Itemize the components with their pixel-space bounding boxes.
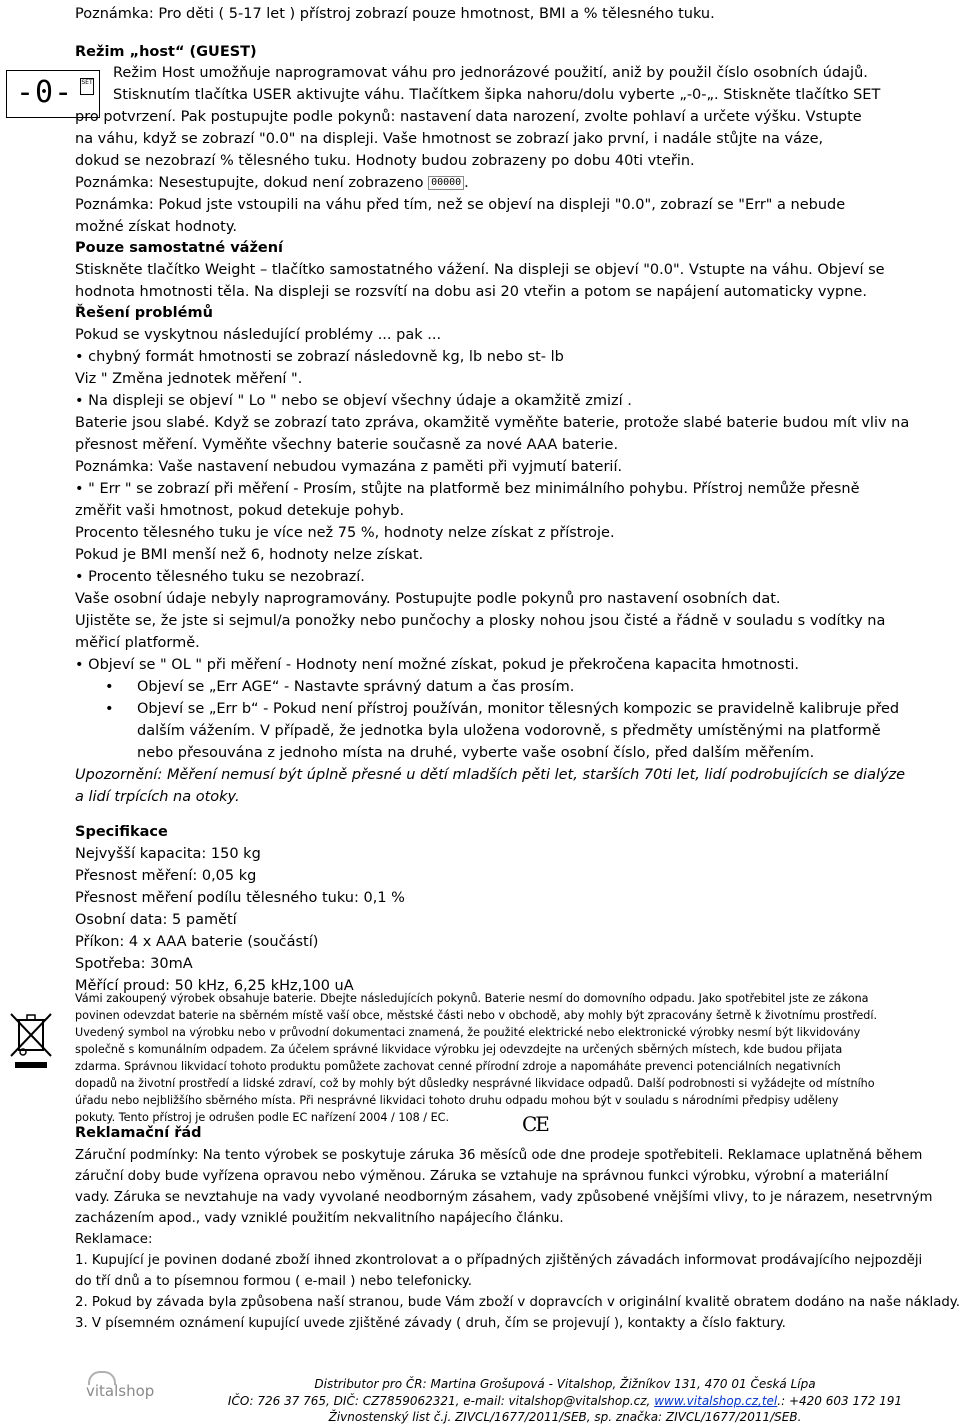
- trouble-line: Poznámka: Vaše nastavení nebudou vymazána z paměti při vyjmutí baterií.: [75, 459, 623, 475]
- claims-text: do tří dnů a to písemnou formou ( e-mail ) nebo telefonicky.: [75, 1274, 472, 1289]
- trouble-line: Pokud se vyskytnou následující problémy ... pak ...: [75, 327, 442, 343]
- guest-text: na váhu, když se zobrazí "0.0" na displeji. Vaše hmotnost se zobrazí jako první, i nadále stůjte na váze,: [75, 131, 824, 147]
- spec-item: Příkon: 4 x AAA baterie (součástí): [75, 934, 319, 950]
- bullet-icon: •: [105, 701, 114, 717]
- guest-text: pro potvrzení. Pak postupujte podle pokynů: nastavení data narození, zvolte pohlaví a určete výšku. Vstupte: [75, 109, 862, 125]
- trouble-line: Pokud je BMI menší než 6, hodnoty nelze získat.: [75, 547, 424, 563]
- guest-text: Stisknutím tlačítka USER aktivujte váhu. Tlačítkem šipka nahoru/dolu vyberte „-0-„. Stiskněte tlačítko SET: [113, 87, 881, 103]
- waste-text: pokuty. Tento přístroj je odrušen podle EC nařízení 2004 / 108 / EC.: [75, 1111, 450, 1124]
- trouble-line: • Objeví se " OL " při měření - Hodnoty není možné získat, pokud je překročena kapacita hmotnosti.: [75, 657, 800, 673]
- waste-text: Vámi zakoupený výrobek obsahuje baterie. Dbejte následujících pokynů. Baterie nesmí do domovního odpadu. Jako spotřebitel jste ze zákona: [75, 992, 869, 1005]
- spec-item: Přesnost měření: 0,05 kg: [75, 868, 257, 884]
- claims-text: 2. Pokud by závada byla způsobena naší stranou, bude Vám zboží v dopravcích v originální kvalitě obratem dodáno na naše náklady.: [75, 1295, 960, 1310]
- claims-text: 3. V písemném oznámení kupující uvede zjištěné závady ( druh, čím se projevují ), kontakty a číslo faktury.: [75, 1316, 786, 1331]
- claims-text: 1. Kupující je povinen dodané zboží ihned zkontrolovat a o případných zjištěných závadách informovat prodávajícího nejpozději: [75, 1253, 923, 1268]
- weighing-text: Stiskněte tlačítko Weight – tlačítko samostatného vážení. Na displeji se objeví "0.0". Vstupte na váhu. Objeví se: [75, 262, 885, 278]
- trouble-line: Viz " Změna jednotek měření ".: [75, 371, 303, 387]
- claims-text: zacházením apod., vady vzniklé použitím nekvalitního napájecího článku.: [75, 1211, 564, 1226]
- trouble-line: Baterie jsou slabé. Když se zobrazí tato zpráva, okamžitě vyměňte baterie, protože slabé baterie budou mít vliv na: [75, 415, 910, 431]
- weighing-heading: Pouze samostatné vážení: [75, 240, 284, 256]
- trouble-line: změřit vaši hmotnost, pokud detekuje pohyb.: [75, 503, 405, 519]
- trouble-line: měřicí platformě.: [75, 635, 200, 651]
- guest-mode-heading: Režim „host“ (GUEST): [75, 44, 257, 60]
- spec-item: Spotřeba: 30mA: [75, 956, 193, 972]
- note-children: Poznámka: Pro děti ( 5-17 let ) přístroj zobrazí pouze hmotnost, BMI a % tělesného tuku.: [75, 6, 715, 22]
- vitalshop-logo: vitalshop: [86, 1382, 155, 1400]
- spec-item: Osobní data: 5 pamětí: [75, 912, 237, 928]
- trouble-line: Objeví se „Err AGE“ - Nastavte správný datum a čas prosím.: [137, 679, 575, 695]
- footer-license: Živnostenský list č.j. ZIVCL/1677/2011/SEB, sp. značka: ZIVCL/1677/2011/SEB.: [328, 1410, 802, 1424]
- footer-contacts: [215, 1393, 915, 1410]
- trouble-line: nebo přesouvána z jednoho místa na druhé, vyberte vaše osobní číslo, před dalším měřením.: [137, 745, 815, 761]
- claims-text: Záruční podmínky: Na tento výrobek se poskytuje záruka 36 měsíců ode dne prodeje spotřebiteli. Reklamace uplatněná během: [75, 1148, 923, 1163]
- guest-note: možné získat hodnoty.: [75, 219, 237, 235]
- waste-text: společně s komunálním odpadem. Za účelem správné likvidace výrobku jej odevzdejte na určených sběrných místech, kde budou přijata: [75, 1043, 843, 1056]
- waste-text: dopadů na životní prostředí a lidské zdraví, což by mohly být důsledky nesprávné likvidace odpadů. Další podrobnosti si vyžádejte od místního: [75, 1077, 875, 1090]
- display-set-icon: SET: [80, 78, 94, 95]
- segment-display-glyph: 00000: [428, 176, 464, 190]
- crossed-out-wheelie-bin-icon: [7, 1010, 57, 1072]
- trouble-line: dalším vážením. V případě, že jednotka byla uložena vodorovně, s předměty umístěnými na platformě: [137, 723, 881, 739]
- waste-text: povinen odevzdat baterie na sběrném místě vaší obce, městské části nebo v obchodě, aby mohly být zpracovány šetrně k životnímu prostředí.: [75, 1009, 878, 1022]
- bullet-icon: •: [105, 679, 114, 695]
- claims-heading: Reklamační řád: [75, 1125, 202, 1141]
- website-link[interactable]: www.vitalshop.cz,tel: [654, 1394, 778, 1408]
- footer-phone: .: +420 603 172 191: [777, 1394, 903, 1408]
- trouble-line: přesnost měření. Vyměňte všechny baterie současně za nové AAA baterie.: [75, 437, 619, 453]
- ce-mark-icon: CE: [522, 1112, 548, 1136]
- warning-text: a lidí trpících na otoky.: [75, 789, 240, 805]
- spec-item: Nejvyšší kapacita: 150 kg: [75, 846, 261, 862]
- trouble-line: • Procento tělesného tuku se nezobrazí.: [75, 569, 365, 585]
- display-dash-zero: -0-: [16, 75, 74, 110]
- trouble-line: • chybný formát hmotnosti se zobrazí následovně kg, lb nebo st- lb: [75, 349, 564, 365]
- trouble-line: Ujistěte se, že jste si sejmul/a ponožky nebo punčochy a plosky nohou jsou čisté a řádně v souladu s vodítky na: [75, 613, 886, 629]
- weighing-text: hodnota hmotnosti těla. Na displeji se rozsvítí na dobu asi 20 vteřin a potom se napájení automaticky vypne.: [75, 284, 867, 300]
- waste-text: Uvedený symbol na výrobku nebo v průvodní dokumentaci znamená, že použité elektrické nebo elektronické výrobky nesmí být likvidovány: [75, 1026, 861, 1039]
- spec-heading: Specifikace: [75, 824, 168, 840]
- guest-note-text: Poznámka: Nesestupujte, dokud není zobrazeno: [75, 175, 424, 191]
- warning-text: Upozornění: Měření nemusí být úplně přesné u dětí mladších pěti let, starších 70ti let, lidí podrobujících se dialýze: [75, 767, 906, 783]
- waste-text: zdarma. Správnou likvidací tohoto produktu pomůžete zachovat cenné přírodní zdroje a napomáháte prevenci potenciálních negativních: [75, 1060, 841, 1073]
- trouble-line: Objeví se „Err b“ - Pokud není přístroj používán, monitor tělesných kompozic se pravidelně kalibruje před: [137, 701, 900, 717]
- guest-text: Režim Host umožňuje naprogramovat váhu pro jednorázové použití, aniž by použil číslo osobních údajů.: [113, 65, 868, 81]
- trouble-line: Procento tělesného tuku je více než 75 %, hodnoty nelze získat z přístroje.: [75, 525, 615, 541]
- guest-text: dokud se nezobrazí % tělesného tuku. Hodnoty budou zobrazeny po dobu 40ti vteřin.: [75, 153, 695, 169]
- claims-text: záruční doby bude vyřízena opravou nebo výměnou. Záruka se vztahuje na správnou funkci výrobku, výrobní a materiální: [75, 1169, 889, 1184]
- troubleshooting-heading: Řešení problémů: [75, 305, 213, 321]
- spec-item: Měřící proud: 50 kHz, 6,25 kHz,100 uA: [75, 978, 354, 994]
- footer-contacts-text: IČO: 726 37 765, DIČ: CZ7859062321, e-mail: vitalshop@vitalshop.cz,: [227, 1394, 655, 1408]
- waste-text: úřadu nebo nejbližšího sběrného místa. Při nesprávné likvidaci tohoto druhu odpadu mohou být v souladu s národními předpisy uděleny: [75, 1094, 839, 1107]
- trouble-line: Vaše osobní údaje nebyly naprogramovány. Postupujte podle pokynů pro nastavení osobních dat.: [75, 591, 781, 607]
- guest-note: Poznámka: Nesestupujte, dokud není zobrazeno 00000 .: [75, 175, 469, 191]
- trouble-line: • Na displeji se objeví " Lo " nebo se objeví všechny údaje a okamžitě zmizí .: [75, 393, 632, 409]
- footer-distributor: Distributor pro ČR: Martina Grošupová - Vitalshop, Žižníkov 131, 470 01 Česká Lípa: [314, 1377, 816, 1391]
- spec-item: Přesnost měření podílu tělesného tuku: 0,1 %: [75, 890, 405, 906]
- trouble-line: • " Err " se zobrazí při měření - Prosím, stůjte na platformě bez minimálního pohybu. Přístroj nemůže přesně: [75, 481, 860, 497]
- claims-text: vady. Záruka se nevztahuje na vady vyvolané neodborným zásahem, vady způsobené vnějšími vlivy, to je nárazem, nesetrvným: [75, 1190, 933, 1205]
- claims-text: Reklamace:: [75, 1232, 153, 1247]
- guest-note: Poznámka: Pokud jste vstoupili na váhu před tím, než se objeví na displeji "0.0", zobrazí se "Err" a nebude: [75, 197, 846, 213]
